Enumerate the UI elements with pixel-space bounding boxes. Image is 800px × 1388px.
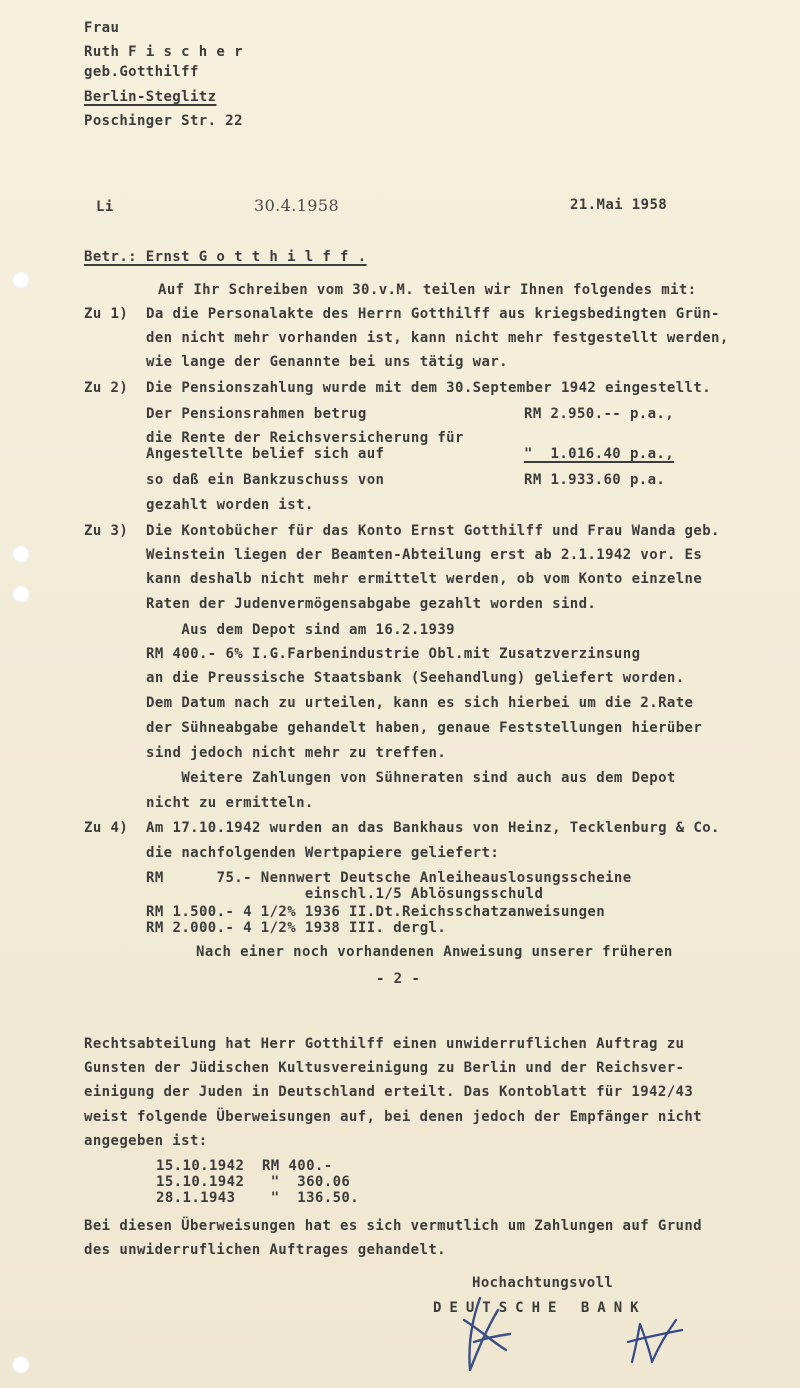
item1-line: den nicht mehr vorhanden ist, kann nicht mehr festgestellt werden,	[146, 330, 729, 346]
security-line: RM 2.000.- 4 1/2% 1938 III. dergl.	[146, 920, 447, 936]
pension-frame-text: Der Pensionsrahmen betrug	[146, 406, 367, 422]
reference-code: Li	[96, 199, 114, 215]
address-salutation: Frau	[84, 20, 120, 36]
closing-line: des unwiderruflichen Auftrages gehandelt.	[84, 1242, 446, 1258]
address-street: Poschinger Str. 22	[84, 113, 243, 129]
punch-hole-middle	[12, 545, 30, 563]
item3-line: Raten der Judenvermögensabgabe gezahlt worden sind.	[146, 596, 597, 612]
item3-line: kann deshalb nicht mehr ermittelt werden, ob vom Konto einzelne	[146, 571, 703, 587]
item3-line: der Sühneabgabe gehandelt haben, genaue Feststellungen hierüber	[146, 720, 703, 736]
item2-line: Die Pensionszahlung wurde mit dem 30.September 1942 eingestellt.	[146, 380, 712, 396]
item3-line: an die Preussische Staatsbank (Seehandlung) geliefert worden.	[146, 670, 685, 686]
page2-line: Gunsten der Jüdischen Kultusvereinigung zu Berlin und der Reichsver-	[84, 1060, 685, 1076]
bank-subsidy-amount: RM 1.933.60 p.a.	[524, 472, 666, 488]
item3-line: Die Kontobücher für das Konto Ernst Gotthilff und Frau Wanda geb.	[146, 523, 720, 539]
item2-line: gezahlt worden ist.	[146, 497, 314, 513]
address-born-name: geb.Gotthilff	[84, 64, 199, 80]
security-line: RM 75.- Nennwert Deutsche Anleiheauslosungsscheine	[146, 870, 632, 886]
transfer-line: 28.1.1943 " 136.50.	[156, 1190, 360, 1206]
security-line: einschl.1/5 Ablösungsschuld	[146, 886, 544, 902]
punch-hole-bottom	[12, 1356, 30, 1374]
address-city: Berlin-Steglitz	[84, 89, 217, 105]
subject-line: Betr.: Ernst G o t t h i l f f .	[84, 249, 367, 265]
pension-frame-amount: RM 2.950.-- p.a.,	[524, 406, 675, 422]
bank-subsidy-text: so daß ein Bankzuschuss von	[146, 472, 385, 488]
item1-line: Da die Personalakte des Herrn Gotthilff aus kriegsbedingten Grün-	[146, 306, 720, 322]
item4-line: Am 17.10.1942 wurden an das Bankhaus von Heinz, Tecklenburg & Co.	[146, 820, 720, 836]
intro-line: Auf Ihr Schreiben vom 30.v.M. teilen wir Ihnen folgendes mit:	[158, 282, 697, 298]
item1-label: Zu 1)	[84, 306, 129, 322]
signoff-bank-name: DEUTSCHE BANK	[433, 1300, 647, 1316]
transfer-line: 15.10.1942 " 360.06	[156, 1174, 351, 1190]
signature-right	[622, 1312, 692, 1372]
page2-line: Rechtsabteilung hat Herr Gotthilff einen unwiderruflichen Auftrag zu	[84, 1036, 685, 1052]
address-name: Ruth F i s c h e r	[84, 44, 243, 60]
item3-line: sind jedoch nicht mehr zu treffen.	[146, 745, 447, 761]
page-number: - 2 -	[376, 971, 421, 987]
item3-line: Dem Datum nach zu urteilen, kann es sich hierbei um die 2.Rate	[146, 695, 694, 711]
item3-line: RM 400.- 6% I.G.Farbenindustrie Obl.mit Zusatzverzinsung	[146, 646, 641, 662]
pension-insurance-text: die Rente der Reichsversicherung für	[146, 430, 464, 446]
item3-line: nicht zu ermitteln.	[146, 795, 314, 811]
signoff-greeting: Hochachtungsvoll	[472, 1275, 614, 1291]
closing-line: Bei diesen Überweisungen hat es sich vermutlich um Zahlungen auf Grund	[84, 1218, 703, 1234]
item3-line: Aus dem Depot sind am 16.2.1939	[146, 622, 456, 638]
security-line: RM 1.500.- 4 1/2% 1936 II.Dt.Reichsschatzanweisungen	[146, 904, 606, 920]
page2-line: weist folgende Überweisungen auf, bei denen jedoch der Empfänger nicht	[84, 1109, 703, 1125]
pension-insurance-text: Angestellte belief sich auf	[146, 446, 385, 462]
item3-line: Weinstein liegen der Beamten-Abteilung erst ab 2.1.1942 vor. Es	[146, 547, 703, 563]
item4-line: die nachfolgenden Wertpapiere geliefert:	[146, 845, 500, 861]
page2-line: angegeben ist:	[84, 1133, 208, 1149]
letter-date: 21.Mai 1958	[570, 197, 668, 213]
item3-line: Weitere Zahlungen von Sühneraten sind auch aus dem Depot	[146, 770, 676, 786]
punch-hole-top	[12, 271, 30, 289]
item1-line: wie lange der Genannte bei uns tätig war.	[146, 354, 508, 370]
pension-insurance-amount: " 1.016.40 p.a.,	[524, 446, 675, 462]
page2-line: einigung der Juden in Deutschland erteilt. Das Kontoblatt für 1942/43	[84, 1084, 694, 1100]
transfer-line: 15.10.1942 RM 400.-	[156, 1158, 333, 1174]
item2-label: Zu 2)	[84, 380, 129, 396]
item4-continued-line: Nach einer noch vorhandenen Anweisung unserer früheren	[196, 944, 673, 960]
signature-left	[450, 1290, 530, 1380]
item3-label: Zu 3)	[84, 523, 129, 539]
reference-your-date: 30.4.1958	[254, 196, 340, 215]
item4-label: Zu 4)	[84, 820, 129, 836]
punch-hole-lower	[12, 585, 30, 603]
